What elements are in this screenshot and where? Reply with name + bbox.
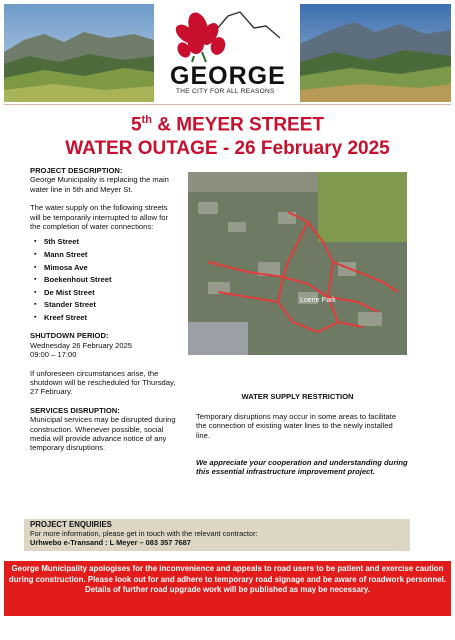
list-item: ▪ Kreef Street: [44, 313, 180, 322]
mountain-photo-right: [300, 4, 451, 102]
shutdown-date: Wednesday 26 February 2025: [30, 340, 133, 350]
footer-apology: George Municipality apologises for the inconvenience and appeals to road users to be patient and exercise caution during construction. Please look out for and adhere to temporary road signage and be aware of roadwork personnel.: [8, 564, 447, 584]
header-divider: [4, 104, 451, 105]
shutdown-period-heading: SHUTDOWN PERIOD:: [30, 331, 109, 341]
list-item: ▪ Mimosa Ave: [44, 263, 180, 272]
restriction-body: Temporary disruptions may occur in some areas to facilitate the connection of existing water lines to the newly installed line.: [196, 412, 397, 440]
shutdown-time: 09:00 – 17:00: [30, 350, 77, 360]
appreciation-text: We appreciate your cooperation and understanding during this essential infrastructure improvement project.: [196, 458, 408, 477]
reschedule-note: If unforeseen circumstances arise, the shutdown will be rescheduled for Thursday, 27 February.: [30, 368, 176, 397]
services-disruption-text: Municipal services may be disrupted during construction. Whenever possible, social media will provide advance notice of any temporary disruptions.: [30, 415, 176, 453]
left-column: [30, 166, 180, 453]
water-restriction-text: [196, 412, 408, 440]
page-title-street: 5th & MEYER STREET: [130, 114, 325, 136]
footer-further-details: Details of further road upgrade work will be published as may be necessary.: [85, 585, 370, 595]
services-disruption-heading: SERVICES DISRUPTION:: [30, 405, 120, 415]
header-banner: [0, 0, 455, 104]
george-logo: [158, 4, 296, 102]
affected-streets-list: [30, 237, 180, 322]
enquiries-heading: PROJECT ENQUIRIES: [30, 520, 112, 529]
list-item: ▪ Mann Street: [44, 250, 180, 259]
map-place-label: Loerie Park: [300, 297, 336, 304]
logo-wordmark: GEORGE: [170, 62, 286, 90]
list-item: ▪ 5th Street: [44, 237, 180, 246]
apology-footer: [4, 561, 451, 616]
project-description-text: George Municipality is replacing the main water line in 5th and Meyer St.: [30, 175, 169, 194]
water-restriction-heading: WATER SUPPLY RESTRICTION: [241, 392, 354, 401]
contractor-contact: Urhwebo e-Transand : L Meyer – 083 357 7687: [30, 537, 191, 547]
protea-flower-icon: [158, 4, 296, 64]
logo-tagline: THE CITY FOR ALL REASONS: [176, 88, 275, 95]
project-description-heading: PROJECT DESCRIPTION:: [30, 166, 123, 175]
supply-interruption-text: The water supply on the following streets will be temporarily interrupted to allow for the completion of water connections:: [30, 203, 169, 232]
list-item: ▪ Stander Street: [44, 300, 180, 309]
page-title-outage: WATER OUTAGE - 26 February 2025: [65, 138, 390, 159]
area-map: [188, 172, 407, 355]
list-item: ▪ Boekenhout Street: [44, 275, 180, 284]
project-enquiries-box: [24, 519, 410, 551]
list-item: ▪ De Mist Street: [44, 288, 180, 297]
mountain-photo-left: [4, 4, 154, 102]
enquiries-text: For more information, please get in touch with the relevant contractor:: [30, 528, 258, 538]
